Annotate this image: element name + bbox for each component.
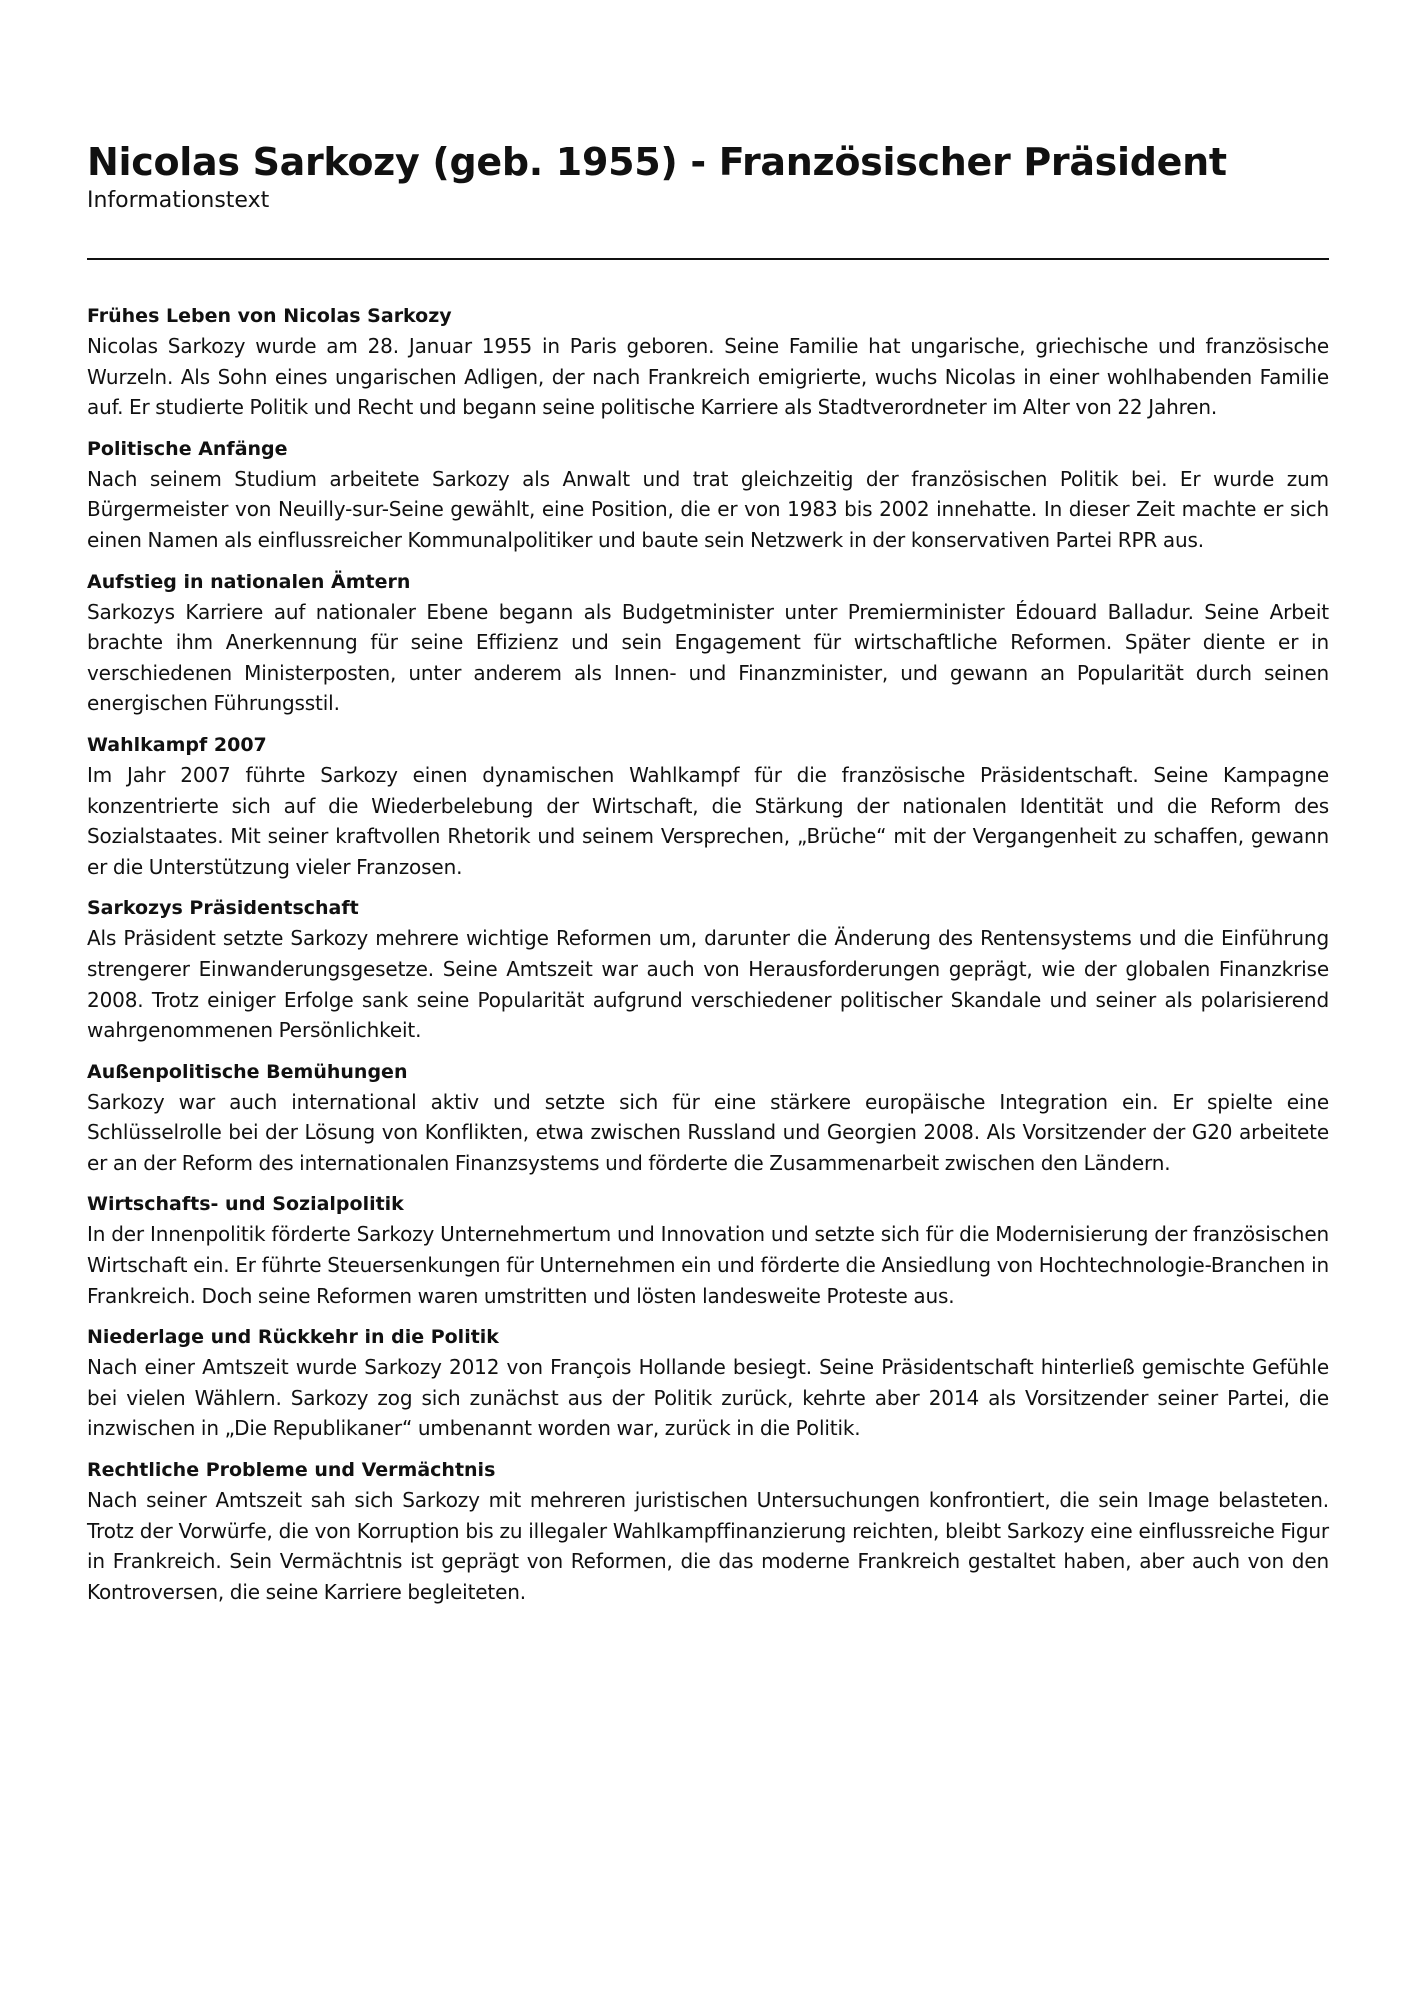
section-heading: Sarkozys Präsidentschaft [87,897,359,920]
sections-container [87,301,1329,1607]
section-paragraph: Nach seinem Studium arbeitete Sarkozy als Anwalt und trat gleichzeitig der französischen Politik bei. Er wurde zum Bürgermeister von Neuilly-sur-Seine gewählt, eine Position, die er von 1983 bis 2002 innehatte. In dieser Zeit machte er sich einen Namen als einflussreicher Kommunalpolitiker und baute sein Netzwerk in der konservativen Partei RPR aus. [87,466,1329,552]
document-title: Nicolas Sarkozy (geb. 1955) - Französischer Präsident [87,140,1227,184]
section-heading: Wirtschafts- und Sozialpolitik [87,1193,404,1216]
section-paragraph: Im Jahr 2007 führte Sarkozy einen dynamischen Wahlkampf für die französische Präsidentschaft. Seine Kampagne konzentrierte sich auf die Wiederbelebung der Wirtschaft, die Stärkung der nationalen Identität und die Reform des Sozialstaates. Mit seiner kraftvollen Rhetorik und seinem Versprechen, „Brüche“ mit der Vergangenheit zu schaffen, gewann er die Unterstützung vieler Franzosen. [87,762,1329,879]
section-legal-legacy [87,1455,1329,1607]
section-heading: Frühes Leben von Nicolas Sarkozy [87,305,452,327]
section-paragraph: Sarkozys Karriere auf nationaler Ebene begann als Budgetminister unter Premierminister Édouard Balladur. Seine Arbeit brachte ihm Anerkennung für seine Effizienz und sein Engagement für wirtschaftliche Reformen. Später diente er in verschiedenen Ministerposten, unter anderem als Innen- und Finanzminister, und gewann an Popularität durch seinen energischen Führungsstil. [87,599,1329,716]
section-early-life [87,301,1329,423]
section-foreign-policy [87,1057,1329,1179]
title-divider [87,258,1329,260]
section-heading: Außenpolitische Bemühungen [87,1060,408,1083]
section-economic-policy [87,1189,1329,1311]
section-heading: Niederlage und Rückkehr in die Politik [87,1326,499,1349]
section-campaign-2007 [87,730,1329,882]
section-heading: Rechtliche Probleme und Vermächtnis [87,1459,496,1482]
document-subtitle: Informationstext [87,188,270,213]
section-defeat-return [87,1322,1329,1444]
document-page [87,138,1329,1618]
section-national-offices [87,567,1329,719]
section-heading: Aufstieg in nationalen Ämtern [87,570,411,593]
section-presidency [87,893,1329,1045]
section-paragraph: Als Präsident setzte Sarkozy mehrere wichtige Reformen um, darunter die Änderung des Rentensystems und die Einführung strengerer Einwanderungsgesetze. Seine Amtszeit war auch von Herausforderungen geprägt, wie der globalen Finanzkrise 2008. Trotz einiger Erfolge sank seine Popularität aufgrund verschiedener politischer Skandale und seiner als polarisierend wahrgenommenen Persönlichkeit. [87,926,1329,1043]
section-paragraph: In der Innenpolitik förderte Sarkozy Unternehmertum und Innovation und setzte sich für die Modernisierung der französischen Wirtschaft ein. Er führte Steuersenkungen für Unternehmen ein und förderte die Ansiedlung von Hochtechnologie-Branchen in Frankreich. Doch seine Reformen waren umstritten und lösten landesweite Proteste aus. [87,1222,1329,1308]
section-paragraph: Nach einer Amtszeit wurde Sarkozy 2012 von François Hollande besiegt. Seine Präsidentschaft hinterließ gemischte Gefühle bei vielen Wählern. Sarkozy zog sich zunächst aus der Politik zurück, kehrte aber 2014 als Vorsitzender seiner Partei, die inzwischen in „Die Republikaner“ umbenannt worden war, zurück in die Politik. [87,1355,1329,1441]
section-heading: Politische Anfänge [87,437,288,460]
section-paragraph: Nach seiner Amtszeit sah sich Sarkozy mit mehreren juristischen Untersuchungen konfrontiert, die sein Image belasteten. Trotz der Vorwürfe, die von Korruption bis zu illegaler Wahlkampffinanzierung reichten, bleibt Sarkozy eine einflussreiche Figur in Frankreich. Sein Vermächtnis ist geprägt von Reformen, die das moderne Frankreich gestaltet haben, aber auch von den Kontroversen, die seine Karriere begleiteten. [87,1488,1329,1604]
section-paragraph: Nicolas Sarkozy wurde am 28. Januar 1955 in Paris geboren. Seine Familie hat ungarische, griechische und französische Wurzeln. Als Sohn eines ungarischen Adligen, der nach Frankreich emigrierte, wuchs Nicolas in einer wohlhabenden Familie auf. Er studierte Politik und Recht und begann seine politische Karriere als Stadtverordneter im Alter von 22 Jahren. [87,334,1329,420]
section-heading: Wahlkampf 2007 [87,733,267,756]
section-political-beginnings [87,434,1329,556]
section-paragraph: Sarkozy war auch international aktiv und setzte sich für eine stärkere europäische Integration ein. Er spielte eine Schlüsselrolle bei der Lösung von Konflikten, etwa zwischen Russland und Georgien 2008. Als Vorsitzender der G20 arbeitete er an der Reform des internationalen Finanzsystems und förderte die Zusammenarbeit zwischen den Ländern. [87,1089,1329,1175]
